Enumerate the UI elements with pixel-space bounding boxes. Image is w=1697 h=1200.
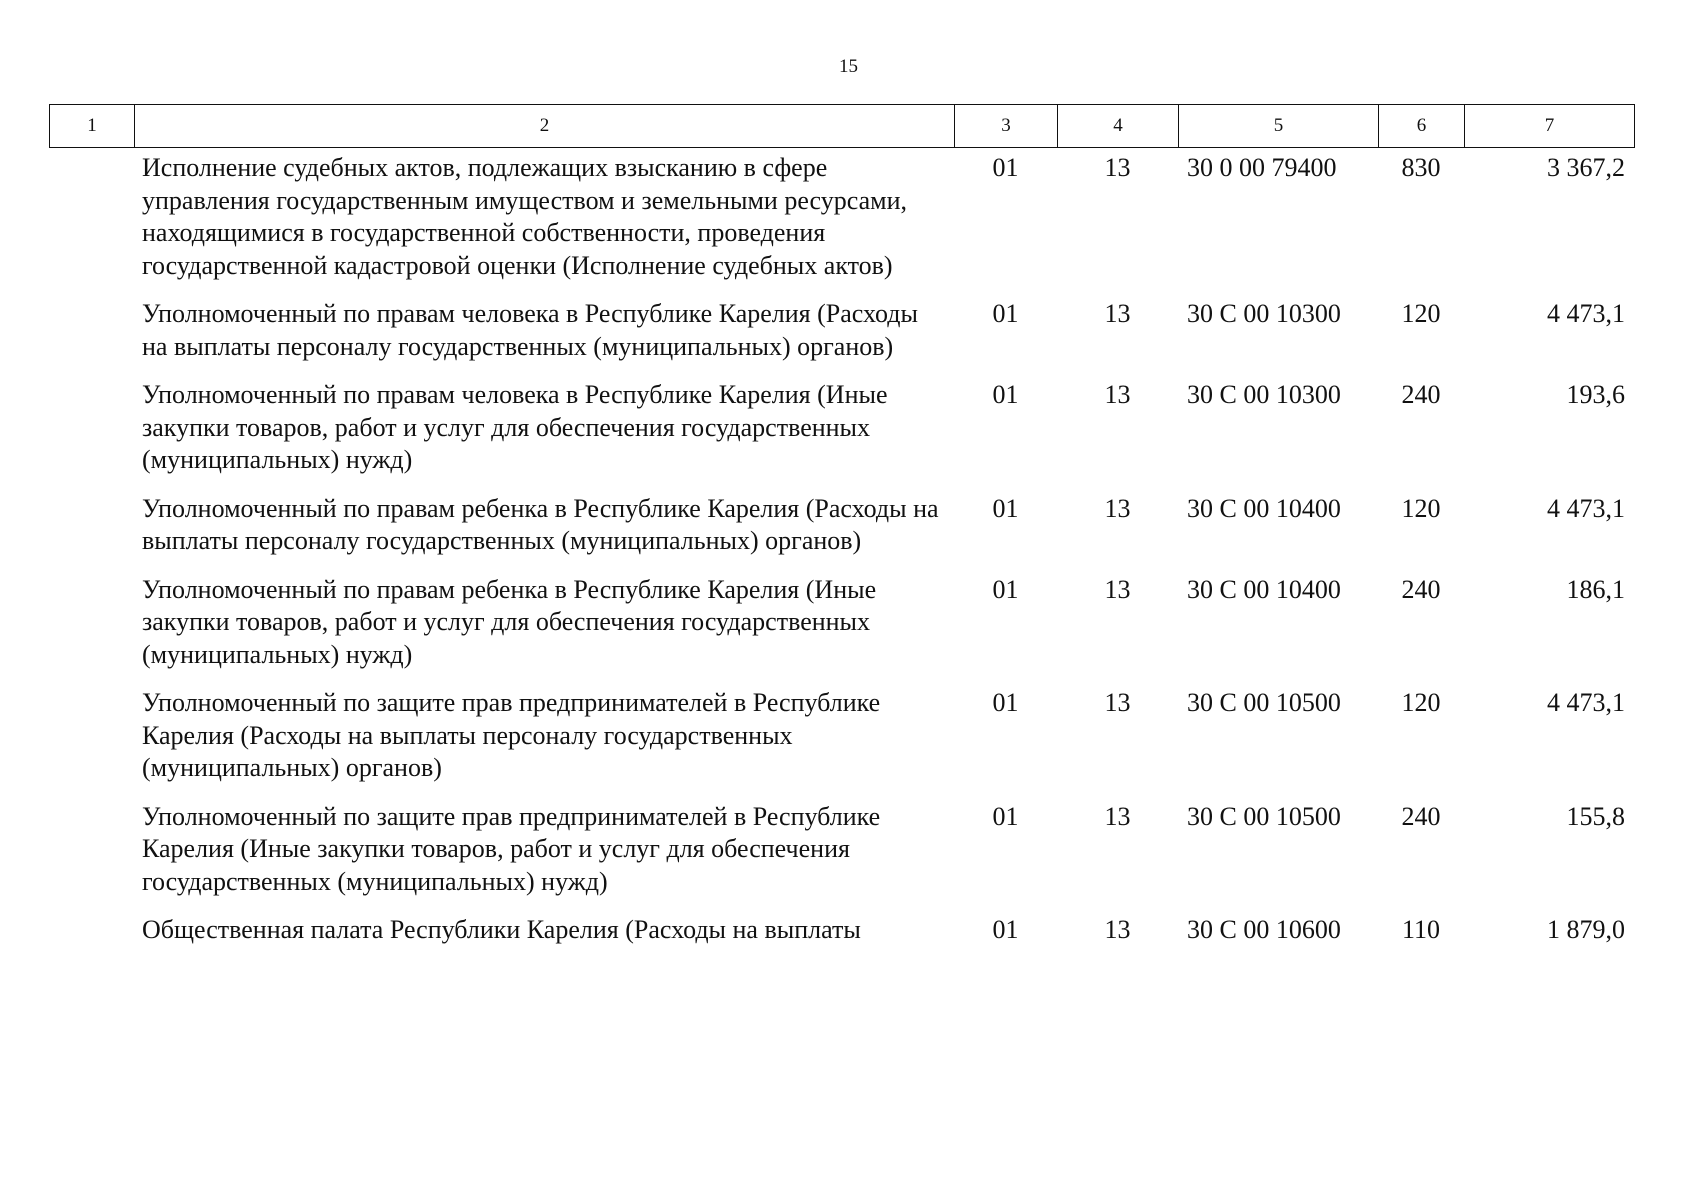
header-cell-3: 3 xyxy=(955,105,1058,148)
row-section: 01 xyxy=(992,574,1019,604)
row-section: 01 xyxy=(992,493,1019,523)
row-amount: 193,6 xyxy=(1566,380,1625,409)
row-subsection: 13 xyxy=(1104,574,1131,604)
row-name: Уполномоченный по правам ребенка в Республике Карелия (Иные закупки товаров, работ и услуг для обеспечения государственных (муниципальных) нужд) xyxy=(142,574,877,669)
row-indent xyxy=(49,379,134,493)
page-number: 15 xyxy=(839,56,858,77)
row-subsection: 13 xyxy=(1104,915,1131,944)
row-indent xyxy=(49,152,134,298)
header-cell-4: 4 xyxy=(1058,105,1179,148)
row-indent xyxy=(49,574,134,688)
header-cell-5: 5 xyxy=(1179,105,1379,148)
row-target-code: 30 0 00 79400 xyxy=(1187,153,1337,182)
row-expense-type: 240 xyxy=(1401,380,1441,409)
row-name: Уполномоченный по правам ребенка в Республике Карелия (Расходы на выплаты персоналу государственных (муниципальных) органов) xyxy=(142,493,939,555)
table-row xyxy=(49,801,1634,915)
row-indent xyxy=(49,801,134,915)
row-indent xyxy=(49,493,134,574)
row-amount: 1 879,0 xyxy=(1547,915,1625,944)
table-row xyxy=(49,914,1634,963)
header-cell-1: 1 xyxy=(50,105,135,148)
row-subsection: 13 xyxy=(1104,153,1131,182)
row-target-code: 30 С 00 10300 xyxy=(1187,380,1341,409)
row-target-code: 30 С 00 10300 xyxy=(1187,299,1341,328)
row-subsection: 13 xyxy=(1104,493,1131,523)
budget-table xyxy=(49,152,1634,963)
row-expense-type: 120 xyxy=(1401,299,1441,328)
table-row xyxy=(49,687,1634,801)
row-subsection: 13 xyxy=(1104,299,1131,328)
row-section: 01 xyxy=(992,688,1019,717)
row-amount: 155,8 xyxy=(1566,801,1625,831)
header-cell-6: 6 xyxy=(1379,105,1465,148)
row-subsection: 13 xyxy=(1104,380,1131,409)
table-row xyxy=(49,574,1634,688)
table-row xyxy=(49,152,1634,298)
row-amount: 4 473,1 xyxy=(1547,299,1625,328)
row-section: 01 xyxy=(992,299,1019,328)
column-number-header xyxy=(49,104,1635,148)
table-row xyxy=(49,493,1634,574)
row-section: 01 xyxy=(992,801,1019,831)
row-name: Уполномоченный по правам человека в Республике Карелия (Расходы на выплаты персоналу государственных (муниципальных) органов) xyxy=(142,299,918,361)
row-target-code: 30 С 00 10500 xyxy=(1187,801,1341,831)
row-indent xyxy=(49,298,134,379)
row-name: Уполномоченный по защите прав предпринимателей в Республике Карелия (Расходы на выплаты персоналу государственных (муниципальных) органов) xyxy=(142,688,881,782)
row-subsection: 13 xyxy=(1104,801,1131,831)
header-cell-7: 7 xyxy=(1465,105,1635,148)
row-target-code: 30 С 00 10500 xyxy=(1187,688,1341,717)
row-section: 01 xyxy=(992,153,1019,182)
row-expense-type: 110 xyxy=(1401,915,1441,944)
row-expense-type: 120 xyxy=(1401,688,1441,717)
header-cell-2: 2 xyxy=(135,105,955,148)
header-row xyxy=(50,105,1635,148)
row-expense-type: 240 xyxy=(1401,801,1441,831)
row-indent xyxy=(49,687,134,801)
table-row xyxy=(49,379,1634,493)
table-row xyxy=(49,298,1634,379)
row-target-code: 30 С 00 10600 xyxy=(1187,915,1341,944)
row-subsection: 13 xyxy=(1104,688,1131,717)
row-name: Уполномоченный по правам человека в Республике Карелия (Иные закупки товаров, работ и услуг для обеспечения государственных (муниципальных) нужд) xyxy=(142,380,888,474)
row-name: Уполномоченный по защите прав предпринимателей в Республике Карелия (Иные закупки товаров, работ и услуг для обеспечения государственных (муниципальных) нужд) xyxy=(142,801,881,896)
row-name: Общественная палата Республики Карелия (Расходы на выплаты xyxy=(142,915,861,944)
row-expense-type: 240 xyxy=(1401,574,1441,604)
row-amount: 3 367,2 xyxy=(1547,153,1625,182)
row-expense-type: 120 xyxy=(1401,493,1441,523)
row-section: 01 xyxy=(992,915,1019,944)
row-section: 01 xyxy=(992,380,1019,409)
row-amount: 4 473,1 xyxy=(1547,688,1625,717)
row-name: Исполнение судебных актов, подлежащих взысканию в сфере управления государственным имуществом и земельными ресурсами, находящимися в государственной собственности, проведения государственной кадастровой оценки (Исполнение судебных актов) xyxy=(142,153,907,280)
row-amount: 186,1 xyxy=(1566,574,1625,604)
row-indent xyxy=(49,914,134,963)
row-expense-type: 830 xyxy=(1401,153,1441,182)
row-target-code: 30 С 00 10400 xyxy=(1187,574,1341,604)
row-amount: 4 473,1 xyxy=(1547,493,1625,523)
row-target-code: 30 С 00 10400 xyxy=(1187,493,1341,523)
